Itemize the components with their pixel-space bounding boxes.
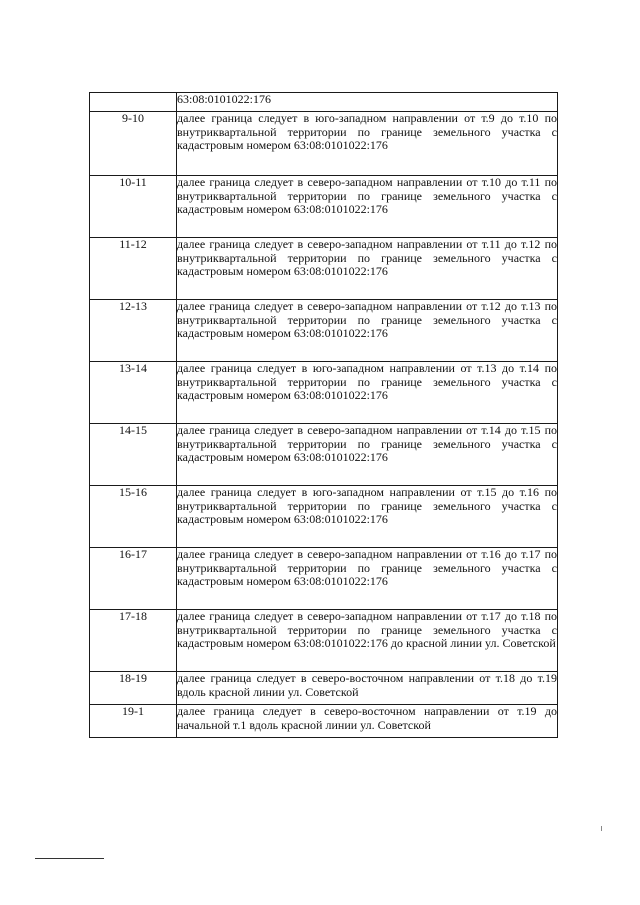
- table-row: [90, 238, 558, 300]
- description-cell: далее граница следует в северо-западном направлении от т.17 до т.18 по внутриквартальной территории по границе земельного участка с кадастровым номером 63:08:0101022:176 до красной линии ул. Советской: [177, 610, 558, 672]
- table-row: [90, 486, 558, 548]
- table-row: [90, 300, 558, 362]
- table-row: [90, 424, 558, 486]
- description-cell: далее граница следует в северо-восточном направлении от т.18 до т.19 вдоль красной линии ул. Советской: [177, 672, 558, 705]
- description-cell: 63:08:0101022:176: [177, 93, 558, 112]
- description-cell: далее граница следует в северо-западном направлении от т.12 до т.13 по внутриквартальной территории по границе земельного участка с кадастровым номером 63:08:0101022:176: [177, 300, 558, 362]
- table-row: [90, 610, 558, 672]
- footer-rule: [35, 858, 104, 859]
- segment-cell: 13-14: [90, 362, 177, 424]
- segment-cell: [90, 93, 177, 112]
- table-row: [90, 705, 558, 738]
- description-cell: далее граница следует в юго-западном направлении от т.15 до т.16 по внутриквартальной территории по границе земельного участка с кадастровым номером 63:08:0101022:176: [177, 486, 558, 548]
- boundary-description-table: [89, 92, 558, 738]
- table-row-continued: [90, 93, 558, 112]
- table-body: [90, 93, 558, 738]
- segment-cell: 16-17: [90, 548, 177, 610]
- table-row: [90, 112, 558, 176]
- description-cell: далее граница следует в юго-западном направлении от т.13 до т.14 по внутриквартальной территории по границе земельного участка с кадастровым номером 63:08:0101022:176: [177, 362, 558, 424]
- description-cell: далее граница следует в северо-западном направлении от т.10 до т.11 по внутриквартальной территории по границе земельного участка с кадастровым номером 63:08:0101022:176: [177, 176, 558, 238]
- segment-cell: 9-10: [90, 112, 177, 176]
- segment-cell: 17-18: [90, 610, 177, 672]
- table-row: [90, 672, 558, 705]
- description-cell: далее граница следует в юго-западном направлении от т.9 до т.10 по внутриквартальной территории по границе земельного участка с кадастровым номером 63:08:0101022:176: [177, 112, 558, 176]
- segment-cell: 10-11: [90, 176, 177, 238]
- table-row: [90, 176, 558, 238]
- segment-cell: 14-15: [90, 424, 177, 486]
- segment-cell: 18-19: [90, 672, 177, 705]
- description-cell: далее граница следует в северо-западном направлении от т.14 до т.15 по внутриквартальной территории по границе земельного участка с кадастровым номером 63:08:0101022:176: [177, 424, 558, 486]
- margin-mark: [601, 826, 602, 831]
- table-row: [90, 362, 558, 424]
- segment-cell: 11-12: [90, 238, 177, 300]
- description-cell: далее граница следует в северо-восточном направлении от т.19 до начальной т.1 вдоль красной линии ул. Советской: [177, 705, 558, 738]
- segment-cell: 19-1: [90, 705, 177, 738]
- description-cell: далее граница следует в северо-западном направлении от т.16 до т.17 по внутриквартальной территории по границе земельного участка с кадастровым номером 63:08:0101022:176: [177, 548, 558, 610]
- description-cell: далее граница следует в северо-западном направлении от т.11 до т.12 по внутриквартальной территории по границе земельного участка с кадастровым номером 63:08:0101022:176: [177, 238, 558, 300]
- segment-cell: 15-16: [90, 486, 177, 548]
- table-row: [90, 548, 558, 610]
- segment-cell: 12-13: [90, 300, 177, 362]
